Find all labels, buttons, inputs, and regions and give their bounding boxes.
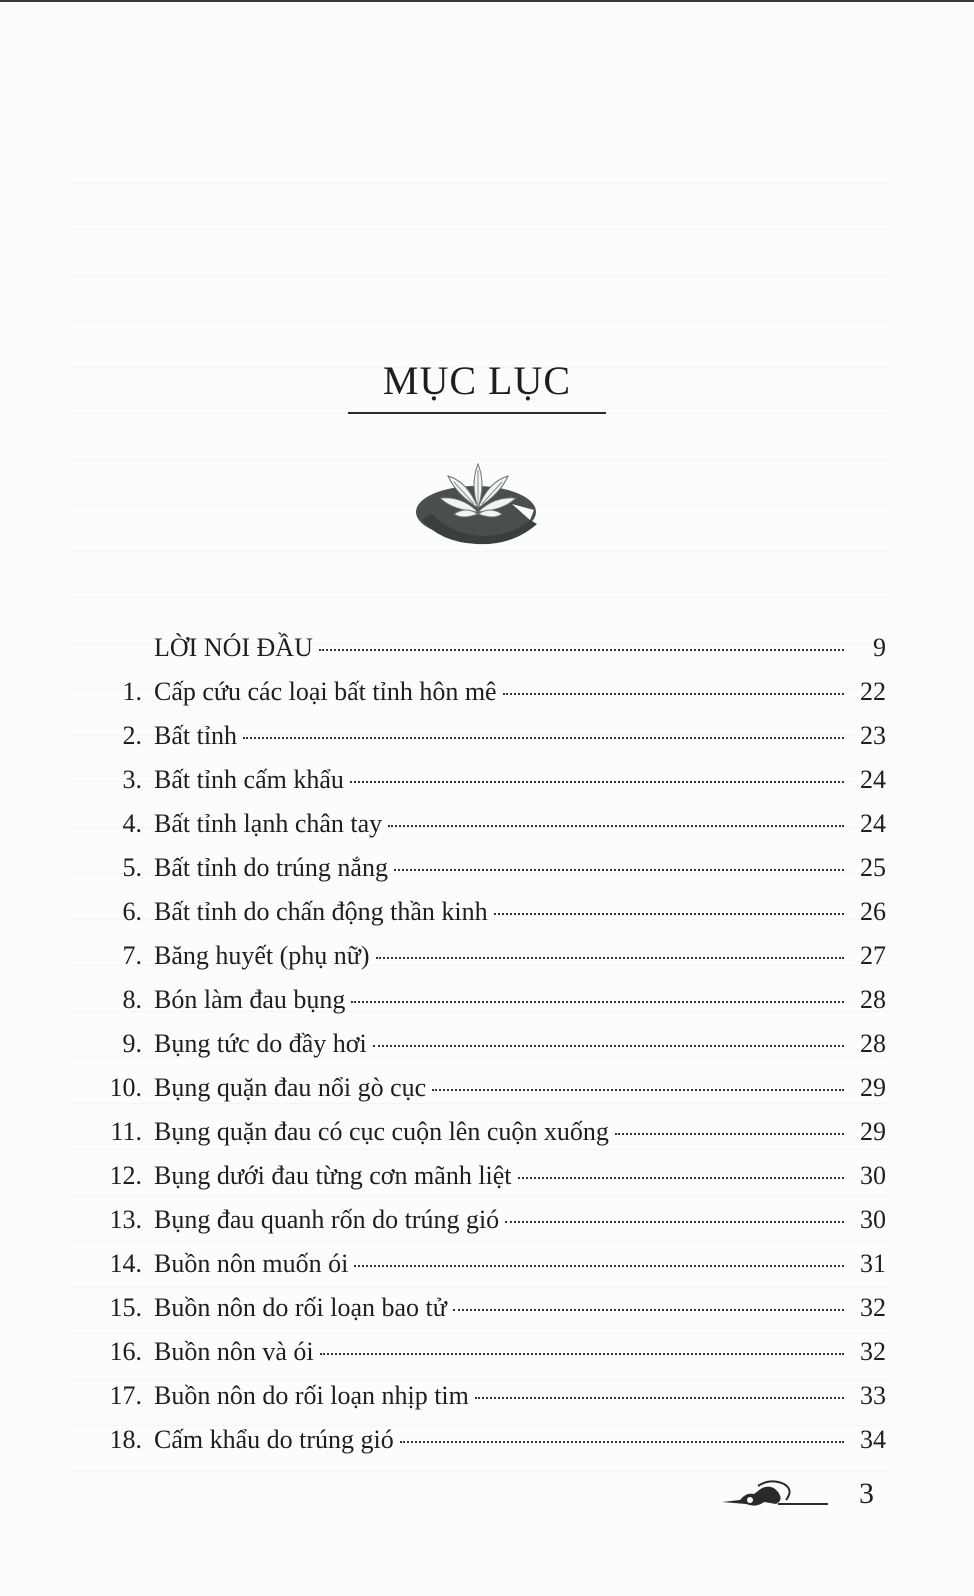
- dot-leader: [354, 1265, 844, 1267]
- toc-entry: [96, 1022, 886, 1066]
- toc-entry-title: Bụng quặn đau có cục cuộn lên cuộn xuống: [154, 1117, 609, 1146]
- toc-entry: [96, 934, 886, 978]
- toc-entry-number: 13.: [109, 1205, 142, 1234]
- dot-leader: [394, 869, 844, 871]
- toc-entry-page: 31: [860, 1249, 886, 1278]
- dot-leader: [475, 1397, 844, 1399]
- toc-entry: [96, 758, 886, 802]
- toc-entry-title: LỜI NÓI ĐẦU: [154, 633, 313, 662]
- toc-entry-page: 24: [860, 809, 886, 838]
- toc-entry: [96, 1374, 886, 1418]
- toc-entry-title: Buồn nôn do rối loạn bao tử: [154, 1293, 447, 1322]
- toc-entry-number: 16.: [109, 1337, 142, 1366]
- dot-leader: [453, 1309, 844, 1311]
- top-edge-rule: [0, 0, 974, 2]
- toc-entry-number: 4.: [122, 809, 142, 838]
- toc-entry-number: 14.: [109, 1249, 142, 1278]
- dot-leader: [243, 737, 844, 739]
- toc-entry-title: Buồn nôn muốn ói: [154, 1249, 349, 1278]
- toc-entry-title: Buồn nôn và ói: [154, 1337, 314, 1366]
- toc-entry-number: 2.: [122, 721, 142, 750]
- toc-entry-number: 6.: [122, 897, 142, 926]
- toc-entry-number: 9.: [122, 1029, 142, 1058]
- toc-entry-number: 8.: [122, 985, 142, 1014]
- toc-entry-page: 24: [860, 765, 886, 794]
- toc-entry: [96, 890, 886, 934]
- dot-leader: [518, 1177, 844, 1179]
- toc-entry-number: 18.: [109, 1425, 142, 1454]
- toc-entry-page: 34: [860, 1425, 886, 1454]
- title-underline: [348, 412, 606, 414]
- toc-entry: [96, 714, 886, 758]
- toc-entry-title: Băng huyết (phụ nữ): [154, 941, 370, 970]
- toc-entry-title: Bụng quặn đau nổi gò cục: [154, 1073, 427, 1102]
- dot-leader: [319, 649, 844, 651]
- dot-leader: [388, 825, 844, 827]
- toc-entry-number: 11.: [110, 1117, 142, 1146]
- toc-entry-title: Bụng đau quanh rốn do trúng gió: [154, 1205, 500, 1234]
- toc-entry: [96, 1242, 886, 1286]
- dot-leader: [505, 1221, 844, 1223]
- dot-leader: [373, 1045, 844, 1047]
- toc-entry-number: 17.: [109, 1381, 142, 1410]
- toc-entry-page: 30: [860, 1205, 886, 1234]
- page-footer: [720, 1472, 880, 1516]
- toc-entry-title: Bất tỉnh do chấn động thần kinh: [154, 897, 488, 926]
- toc-entry: [96, 1154, 886, 1198]
- toc-entry-number: 1.: [122, 677, 142, 706]
- toc-entry-page: 27: [860, 941, 886, 970]
- toc-entry-page: 26: [860, 897, 886, 926]
- toc-entry: [96, 1198, 886, 1242]
- toc-entry: [96, 1286, 886, 1330]
- toc-entry: [96, 670, 886, 714]
- toc-entry-page: 22: [860, 677, 886, 706]
- toc-entry-title: Bất tỉnh do trúng nắng: [154, 853, 388, 882]
- toc-entry-number: 5.: [122, 853, 142, 882]
- toc-entry-page: 32: [860, 1337, 886, 1366]
- toc-entry-title: Bất tỉnh cấm khẩu: [154, 765, 344, 794]
- toc-entry-page: 29: [860, 1117, 886, 1146]
- page-title: MỤC LỤC: [382, 358, 572, 403]
- dot-leader: [320, 1353, 844, 1355]
- dot-leader: [351, 1001, 844, 1003]
- dot-leader: [432, 1089, 844, 1091]
- toc-entry-page: 32: [860, 1293, 886, 1322]
- toc-entry-preface: [96, 626, 886, 670]
- toc-entry: [96, 1110, 886, 1154]
- dot-leader: [494, 913, 844, 915]
- toc-entry-title: Bón làm đau bụng: [154, 985, 346, 1014]
- ornament-icon: [720, 1478, 830, 1510]
- dot-leader: [350, 781, 844, 783]
- dot-leader: [400, 1441, 844, 1443]
- toc-entry-page: 9: [873, 633, 886, 662]
- toc-entry: [96, 846, 886, 890]
- toc-entry-number: 15.: [109, 1293, 142, 1322]
- toc-entry: [96, 978, 886, 1022]
- toc-entry-number: 12.: [109, 1161, 142, 1190]
- toc-entry: [96, 1330, 886, 1374]
- toc-entry-title: Cấm khẩu do trúng gió: [154, 1425, 394, 1454]
- toc-entry: [96, 802, 886, 846]
- toc-entry-number: 7.: [122, 941, 142, 970]
- toc-entry-number: 10.: [109, 1073, 142, 1102]
- toc-entry-page: 25: [860, 853, 886, 882]
- lotus-icon: [412, 454, 547, 554]
- toc-entry-number: 3.: [122, 765, 142, 794]
- toc-entry-page: 33: [860, 1381, 886, 1410]
- table-of-contents: [96, 626, 886, 1462]
- toc-entry-page: 28: [860, 985, 886, 1014]
- dot-leader: [615, 1133, 844, 1135]
- toc-entry-title: Bụng dưới đau từng cơn mãnh liệt: [154, 1161, 512, 1190]
- dot-leader: [503, 693, 844, 695]
- dot-leader: [376, 957, 844, 959]
- toc-entry-page: 30: [860, 1161, 886, 1190]
- toc-entry-page: 29: [860, 1073, 886, 1102]
- toc-entry-title: Bất tỉnh lạnh chân tay: [154, 809, 383, 838]
- toc-entry: [96, 1066, 886, 1110]
- toc-entry-title: Cấp cứu các loại bất tỉnh hôn mê: [154, 677, 497, 706]
- toc-entry-title: Bụng tức do đầy hơi: [154, 1029, 367, 1058]
- toc-entry-page: 23: [860, 721, 886, 750]
- toc-entry-page: 28: [860, 1029, 886, 1058]
- toc-entry-title: Buồn nôn do rối loạn nhịp tim: [154, 1381, 469, 1410]
- toc-entry: [96, 1418, 886, 1462]
- page-number: 3: [859, 1477, 874, 1510]
- toc-entry-title: Bất tỉnh: [154, 721, 238, 750]
